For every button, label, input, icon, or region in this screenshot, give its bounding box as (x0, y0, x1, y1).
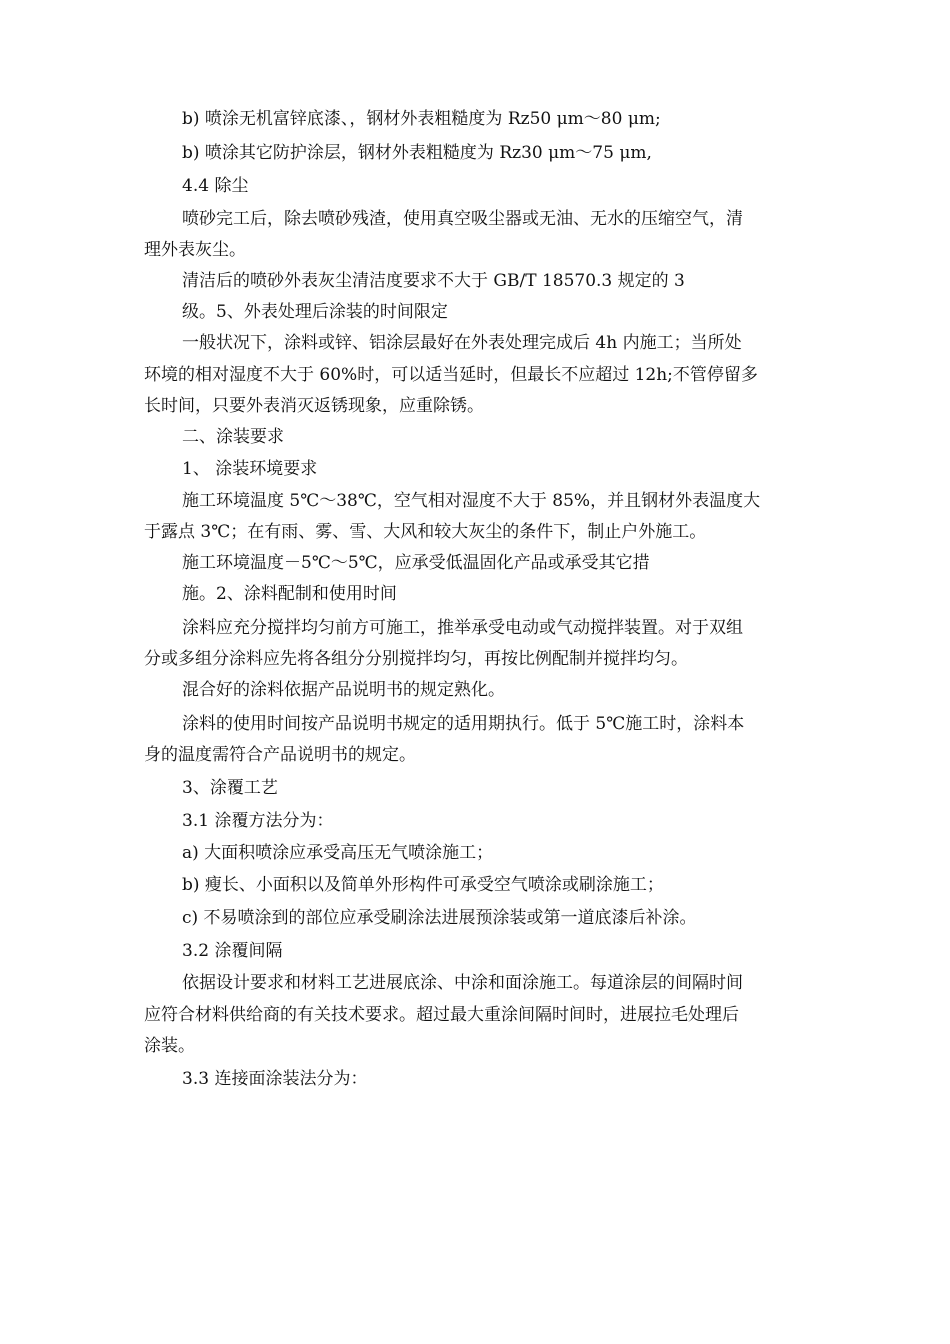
text-line: b) 喷涂无机富锌底漆、，钢材外表粗糙度为 Rz50 μm～80 μm; (182, 109, 661, 129)
text-line: 环境的相对湿度不大于 60%时，可以适当延时，但最长不应超过 12h;不管停留多 (144, 365, 758, 385)
text-line: 施。2、涂料配制和使用时间 (182, 584, 397, 604)
section-heading: 3、涂覆工艺 (182, 778, 278, 798)
text-line: 长时间，只要外表消灭返锈现象，应重除锈。 (144, 396, 484, 416)
text-line: 依据设计要求和材料工艺进展底涂、中涂和面涂施工。每道涂层的间隔时间 (182, 973, 743, 993)
section-heading: 4.4 除尘 (182, 176, 249, 196)
text-line: 混合好的涂料依据产品说明书的规定熟化。 (182, 680, 505, 700)
text-line: 喷砂完工后，除去喷砂残渣，使用真空吸尘器或无油、无水的压缩空气，清 (182, 209, 743, 229)
text-line: 身的温度需符合产品说明书的规定。 (144, 745, 416, 765)
text-line: 涂料的使用时间按产品说明书规定的适用期执行。低于 5℃施工时，涂料本 (182, 714, 745, 734)
text-line: b) 喷涂其它防护涂层，钢材外表粗糙度为 Rz30 μm～75 μm, (182, 143, 652, 163)
section-heading: 1、 涂装环境要求 (182, 459, 318, 479)
section-heading: 3.3 连接面涂装法分为： (182, 1069, 368, 1089)
text-line: 施工环境温度－5℃～5℃，应承受低温固化产品或承受其它措 (182, 553, 650, 573)
text-line: 级。5、外表处理后涂装的时间限定 (182, 302, 448, 322)
list-item: b) 瘦长、小面积以及简单外形构件可承受空气喷涂或刷涂施工； (182, 875, 664, 895)
section-heading: 3.2 涂覆间隔 (182, 941, 283, 961)
text-line: 涂装。 (144, 1036, 195, 1056)
text-line: 涂料应充分搅拌均匀前方可施工，推举承受电动或气动搅拌装置。对于双组 (182, 618, 743, 638)
text-line: 应符合材料供给商的有关技术要求。超过最大重涂间隔时间时，进展拉毛处理后 (144, 1005, 739, 1025)
list-item: c) 不易喷涂到的部位应承受刷涂法进展预涂装或第一道底漆后补涂。 (182, 908, 697, 928)
text-line: 于露点 3℃；在有雨、雾、雪、大风和较大灰尘的条件下，制止户外施工。 (144, 522, 707, 542)
text-line: 分或多组分涂料应先将各组分分别搅拌均匀，再按比例配制并搅拌均匀。 (144, 649, 688, 669)
list-item: a) 大面积喷涂应承受高压无气喷涂施工； (182, 843, 494, 863)
text-line: 施工环境温度 5℃～38℃，空气相对湿度不大于 85%，并且钢材外表温度大 (182, 491, 761, 511)
section-heading: 3.1 涂覆方法分为： (182, 811, 334, 831)
text-line: 清洁后的喷砂外表灰尘清洁度要求不大于 GB/T 18570.3 规定的 3 (182, 271, 685, 291)
section-heading: 二、涂装要求 (182, 427, 284, 447)
text-line: 理外表灰尘。 (144, 240, 246, 260)
text-line: 一般状况下，涂料或锌、铝涂层最好在外表处理完成后 4h 内施工；当所处 (182, 333, 742, 353)
